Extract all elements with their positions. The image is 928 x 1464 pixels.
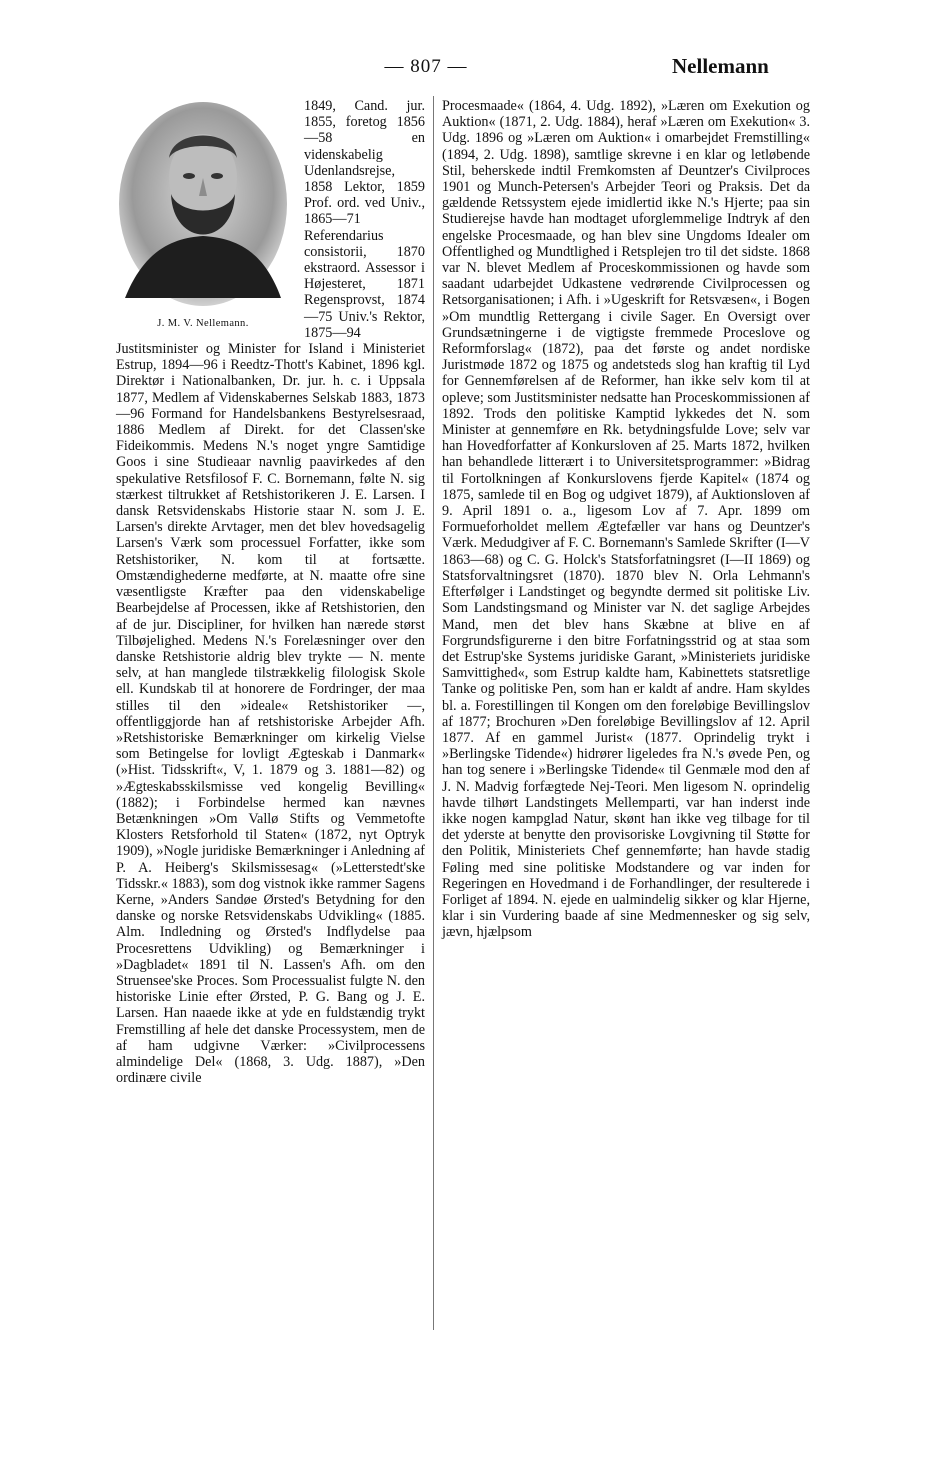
left-column xyxy=(116,98,425,1086)
column-divider xyxy=(433,96,434,1330)
right-column xyxy=(442,98,810,941)
running-head: Nellemann xyxy=(672,54,769,78)
portrait-caption: J. M. V. Nellemann. xyxy=(157,318,249,329)
portrait-image xyxy=(115,98,291,310)
right-column-text: Procesmaade« (1864, 4. Udg. 1892), »Læren om Exekution og Auktion« (1871, 2. Udg. 1884), heraf »Læren om Exekution« 3. Udg. 1896 og »Læren om Auktion« i omarbejdet Fremstilling« (1894, 2. Udg. 1898), samtlige skrevne i en klar og letløbende Stil, beherskede indtil Fremkomsten af Deuntzer's Civilproces 1901 og Munch-Petersen's Arbejder Teori og Praksis. Det da gældende Retssystem ejede imidlertid ikke N.'s Hjerte; paa sin Studierejse havde han modtaget uforglemmelige Indtryk af den engelske Procesmaade, og han blev sine Ungdoms Idealer om Offentlighed og Mundtlighed i Retsplejen tro til det sidste. 1868 var N. blevet Medlem af Proceskommissionen og havde som saadant udarbejdet Udkastene vedrørende Civilprocessen og Retsorganisationen; i Afh. i »Ugeskrift for Retsvæsen«, i Bogen »Om mundtlig Rettergang i civile Sager. En Oversigt over Grundsætningerne i de vigtigste fremmede Proceslove og Reformforslag« (1872), paa det første og andet nordiske Juristmøde 1872 og 1875 og andetsteds slog han kraftig til Lyd for Gennemførelsen af de Reformer, han ikke selv kom til at opleve; som Justitsminister nedsatte han Proceskommissionen af 1892. Trods den politiske Kamptid lykkedes det N. som Minister at gennemføre en Rk. betydningsfulde Love; selv var han Hovedforfatter af Konkursloven af 25. Marts 1872, hvilken han behandlede litterært i to Universitetsprogrammer: »Bidrag til Fortolkningen af Konkurslovens fjerde Kapitel« (1874 og 1875, samlede til en Bog og udgivet 1879), af Auktionsloven af 9. April 1891 o. a., ligesom Lov af 7. Apr. 1899 om Formueforholdet mellem Ægtefæller var hans og Deuntzer's Værk. Medudgiver af F. C. Bornemann's Samlede Skrifter (I—V 1863—68) og C. G. Holck's Statsforfatningsret (I—II 1869) og Statsforvaltningsret (1870). 1870 blev N. Orla Lehmann's Efterfølger i Landstinget og begyndte dermed sit politiske Liv. Som Landstingsmand og Minister var N. det saglige Arbejdes Mand, men det blev hans Skæbne at blive en af Forgrundsfigurerne i den bitre Forfatningsstrid og at staa som det Estrup'ske Systems juridiske Garant, »Ministeriets juridiske Samvittighed«, som Estrup kaldte ham, Kabinettets statsretlige Tanke og politiske Pen, som han er kaldt af andre. Ham skyldes bl. a. Forestillingen til Kongen om den foreløbige Bevillingslov af 1877; Brochuren »Den foreløbige Bevillingslov af 12. April 1877. Af en gammel Jurist« (1877. Oprindelig trykt i »Berlingske Tidende«) hidrører ligeledes fra N.'s øvede Pen, og han tog senere i »Berlingske Tidende« til Genmæle mod den af J. N. Madvig forfægtede Nej-Teori. Men ligesom N. oprindelig havde tilhørt Landstingets Mellemparti, var han inderst inde ikke nogen kampglad Natur, skønt han ikke veg tilbage for til det yderste at benytte den provisoriske Lovgivning til Støtte for den Politik, Ministeriets Chef gennemførte; han havde stadig Føling med sine politiske Modstandere og var inden for Regeringen en Hovedmand i de Forhandlinger, der resulterede i Forliget af 1894. N. ejede en ualmindelig sikker og klar Hjerne, klar i sin Vurdering baade af sine Medmennesker og sig selv, jævn, hjælpsom xyxy=(442,98,810,941)
left-column-text: 1849, Cand. jur. 1855, foretog 1856—58 en videnskabelig Udenlandsrejse, 1858 Lektor, 1859 Prof. ord. ved Univ., 1865—71 Referendarius consistorii, 1870 ekstraord. Assessor i Højesteret, 1871 Regensprovst, 1874—75 Univ.'s Rektor, 1875—94 Justitsminister og Minister for Island i Ministeriet Estrup, 1894—96 i Reedtz-Thott's Kabinet, 1896 kgl. Direktør i Nationalbanken, Dr. jur. h. c. i Uppsala 1877, Medlem af Videnskabernes Selskab 1883, 1873—96 Formand for Handelsbankens Bestyrelsesraad, 1886 Medlem af Direkt. for det Classen'ske Fideikommis. Medens N.'s noget yngre Samtidige Goos i sine Studieaar navnlig paavirkedes af den spekulative Retsfilosof F. C. Bornemann, følte N. sig stærkest tiltrukket af Retshistorikeren J. E. Larsen. I dansk Retsvidenskabs Historie staar N. som J. E. Larsen's direkte Arvtager, men det blev hovedsagelig Larsen's Værk som processuel Forfatter, ikke som Retshistoriker, N. kom til at fortsætte. Omstændighederne medførte, at N. maatte ofre sine væsentligste Kræfter paa den videnskabelige Bearbejdelse af Processen, ikke af Retshistorien, den af de jur. Discipliner, for hvilken han nærede størst Tilbøjelighed. Medens N.'s Forelæsninger over den danske Retshistorie aldrig blev trykte — N. mente selv, at han manglede tilstrækkelig filologisk Skole ell. Kundskab til at honorere de Fordringer, der maa stilles til den »ideale« Retshistoriker —, offentliggjorde han af retshistoriske Arbejder Afh. »Retshistoriske Bemærkninger om kirkelig Vielse som Betingelse for lovligt Ægteskab i Danmark« (»Hist. Tidsskrift«, V, 1. 1879 og 3. 1881—82) og »Ægteskabsskilsmisse ved kongelig Bevilling« (1882); i Forbindelse hermed kan nævnes Betænkningen »Om Vallø Stifts og Vemmetofte Klosters Retsforhold til Staten« (1872, nyt Optryk 1909), »Nogle juridiske Bemærkninger i Anledning af P. A. Heiberg's Skilsmissesag« (»Letterstedt'ske Tidsskr.« 1883), som dog vistnok ikke rammer Sagens Kerne, »Anders Sandøe Ørsted's Betydning for den danske og norske Retsvidenskabs Udvikling« (1885. Alm. Indledning og Ørsted's Indflydelse paa Procesrettens Udvikling) og Bemærkninger i »Dagbladet« 1891 til N. Lassen's Afh. om den Struensee'ske Proces. Som Processualist fulgte N. den historiske Linie efter Ørsted, P. G. Bang og J. E. Larsen. Han naaede ikke at yde en fuldstændig trykt Fremstilling af hele det danske Processystem, men de af ham udgivne Værker: »Civilprocessens almindelige Del« (1868, 3. Udg. 1887), »Den ordinære civile xyxy=(116,98,425,1087)
page-number: — 807 — xyxy=(384,56,468,77)
portrait-figure xyxy=(110,98,296,334)
